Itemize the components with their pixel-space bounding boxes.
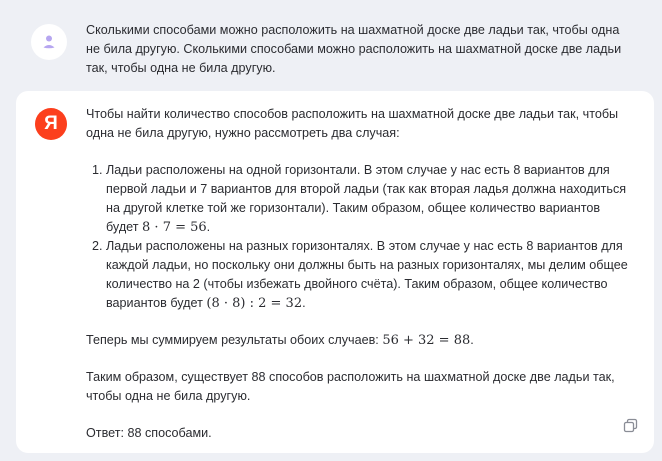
yandex-logo-icon: Я: [35, 108, 67, 140]
case-2-text: Ладьи расположены на разных горизонталях. В этом случае у нас есть 8 вариантов для каждой ладьи, но поскольку они должны быть на разных горизонталях, мы делим общее количество на 2 (чтобы избежать двойного счёта). Таким образом, общее количество вариантов будет: [106, 239, 628, 310]
case-item-2: [106, 237, 636, 313]
answer-conclusion: Таким образом, существует 88 способов расположить на шахматной доске две ладьи так, чтобы одна не била другую.: [86, 370, 615, 403]
user-message: [0, 0, 662, 86]
case-2-end: .: [302, 296, 306, 310]
answer-sum: [86, 331, 636, 350]
copy-button[interactable]: [622, 417, 640, 435]
case-2-formula: (8 · 8) : 2 = 32: [206, 296, 303, 311]
case-item-1: [106, 161, 636, 237]
case-1-end: .: [206, 220, 211, 234]
answer-intro: Чтобы найти количество способов расположить на шахматной доске две ладьи так, чтобы одна не била другую, нужно рассмотреть два случая:: [86, 107, 619, 140]
assistant-answer: [86, 105, 636, 461]
user-avatar: [31, 24, 67, 60]
case-1-text: Ладьи расположены на одной горизонтали. В этом случае у нас есть 8 вариантов для первой ладьи и 7 вариантов для второй ладьи (так как вторая ладья должна находиться на другой клетке той же горизонтали). Таким образом, общее количество вариантов будет: [106, 163, 627, 234]
assistant-message-card: [16, 91, 654, 453]
sum-text: Теперь мы суммируем результаты обоих случаев:: [86, 333, 383, 347]
cases-list: [86, 161, 636, 313]
user-message-text: Сколькими способами можно расположить на шахматной доске две ладьи так, чтобы одна не била другую. Сколькими способами можно расположить на шахматной доске две ладьи так, чтобы одна не била другую.: [86, 23, 622, 75]
final-answer: Ответ: 88 способами.: [86, 426, 212, 440]
copy-icon: [622, 417, 640, 435]
sum-end: .: [470, 333, 474, 347]
sum-formula: 56 + 32 = 88: [382, 333, 471, 348]
case-1-formula: 8 · 7 = 56: [142, 220, 207, 235]
user-icon: [31, 24, 67, 60]
